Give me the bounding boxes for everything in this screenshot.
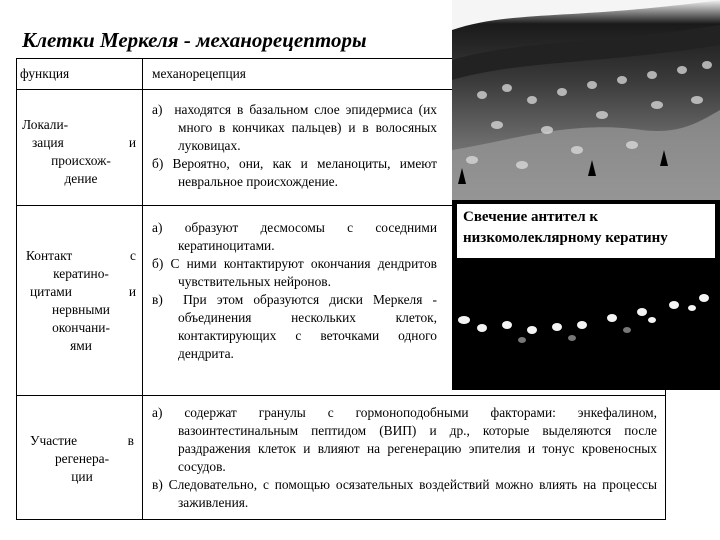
row-label-line: ции (71, 469, 93, 484)
list-item (152, 476, 657, 512)
slide-title: Клетки Меркеля - механорецепторы (22, 28, 367, 52)
item-text: При этом образуются диски Меркеля - объединения нескольких клеток, контактирующих с веточками одного дендрита. (178, 292, 438, 361)
row-label-line: кератино- (53, 266, 109, 281)
item-text: Следовательно, с помощью осязательных воздействий можно влиять на процессы заживления. (168, 477, 657, 510)
row-function-value (152, 65, 437, 83)
row-localization-label (22, 116, 140, 188)
item-marker: а) (152, 102, 163, 117)
row-divider-2 (16, 205, 452, 206)
row-label-line: цитами и (30, 284, 136, 299)
row-label-line: Участие в (30, 433, 134, 448)
row-label-line: регенера- (54, 451, 110, 466)
row-label-line: окончани- (52, 320, 110, 335)
row-regeneration-label (30, 432, 134, 486)
row-contact-items (152, 219, 437, 363)
image-caption: Свечение антител к низкомолеклярному кератину (457, 204, 715, 258)
row-divider-1 (16, 89, 452, 90)
list-item (152, 219, 437, 255)
row-value-text: механорецепция (152, 66, 246, 81)
column-divider (142, 58, 143, 520)
list-item (152, 404, 657, 476)
list-item (152, 291, 437, 363)
item-marker: в) (152, 292, 163, 307)
histology-micrograph (452, 0, 720, 200)
row-label-line: зация и (32, 135, 136, 150)
item-text: содержат гранулы с гормоноподобными факторами: энкефалином, вазоинтестинальным пептидом (ВИП) и др., которые выделяются после раздражения клеток и влияют на регенерацию эпителия и тонус кровеносных сосудов. (178, 405, 657, 474)
row-label-line: нервными (52, 302, 110, 317)
list-item (152, 101, 437, 155)
list-item (152, 255, 437, 291)
row-label-line: функция (20, 66, 70, 81)
histology-image (452, 0, 720, 200)
row-regeneration-items (152, 404, 657, 512)
row-label-line: происхож- (51, 153, 111, 168)
row-divider-3 (16, 395, 666, 396)
item-marker: б) (152, 156, 164, 171)
row-label-line: Контакт с (26, 248, 136, 263)
row-localization-items (152, 101, 437, 191)
list-item (152, 155, 437, 191)
item-marker: в) (152, 477, 163, 492)
item-text: находятся в базальном слое эпидермиса (их много в кончиках пальцев) и в волосяных луковицах. (174, 102, 437, 153)
item-marker: б) (152, 256, 164, 271)
row-label-line: Локали- (22, 117, 69, 132)
row-label-line: дение (64, 171, 98, 186)
item-text: образуют десмосомы с соседними кератиноцитами. (178, 220, 437, 253)
item-text: Вероятно, они, как и меланоциты, имеют невральное происхождение. (172, 156, 437, 189)
row-contact-label (26, 247, 136, 355)
item-text: С ними контактируют окончания дендритов чувствительных нейронов. (170, 256, 437, 289)
row-label-line: ями (70, 338, 92, 353)
item-marker: а) (152, 405, 163, 420)
row-function-label (20, 65, 88, 83)
item-marker: а) (152, 220, 163, 235)
